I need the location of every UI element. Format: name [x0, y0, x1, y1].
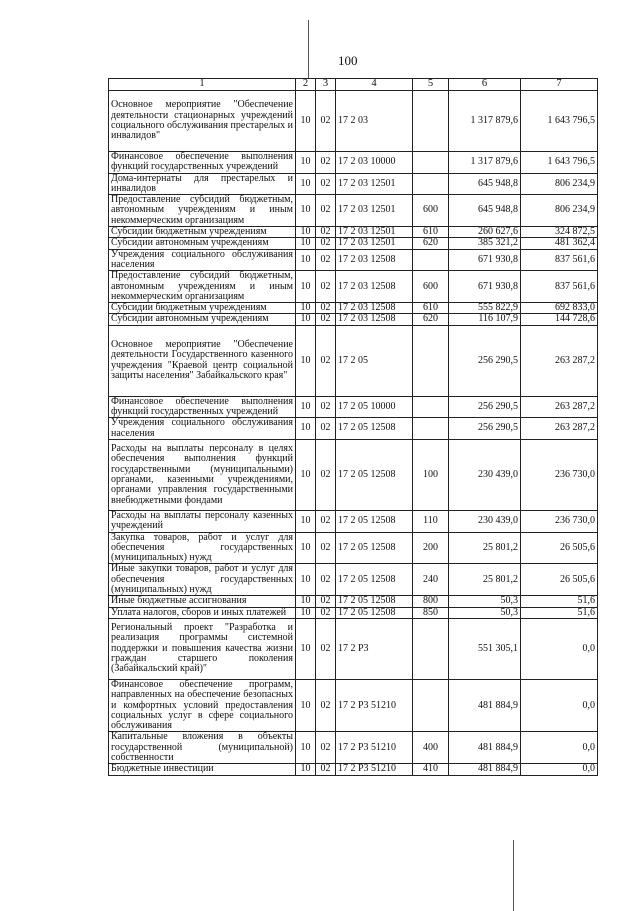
amount-year1-cell: 230 439,0 [449, 510, 521, 532]
target-article-cell: 17 2 03 12501 [336, 238, 413, 249]
table-row [109, 418, 598, 440]
section-cell: 10 [296, 238, 316, 249]
expense-type-cell: 600 [413, 195, 449, 227]
target-article-cell: 17 2 03 [336, 91, 413, 152]
subsection-cell: 02 [316, 173, 336, 195]
target-article-cell: 17 2 05 10000 [336, 396, 413, 418]
row-name-cell: Субсидии автономным учреждениям [109, 314, 296, 325]
target-article-cell: 17 2 P3 51210 [336, 732, 413, 764]
target-article-cell: 17 2 03 12501 [336, 173, 413, 195]
row-name-cell: Финансовое обеспечение выполнения функций государственных учреждений [109, 152, 296, 174]
section-cell: 10 [296, 732, 316, 764]
section-cell: 10 [296, 418, 316, 440]
amount-year1-cell: 260 627,6 [449, 227, 521, 238]
amount-year2-cell: 263 287,2 [521, 418, 598, 440]
expense-type-cell [413, 325, 449, 396]
amount-year2-cell: 236 730,0 [521, 510, 598, 532]
target-article-cell: 17 2 05 12508 [336, 607, 413, 618]
amount-year1-cell: 481 884,9 [449, 732, 521, 764]
subsection-cell: 02 [316, 596, 336, 607]
section-cell: 10 [296, 439, 316, 510]
expense-type-cell: 600 [413, 271, 449, 303]
section-cell: 10 [296, 679, 316, 731]
table-row [109, 195, 598, 227]
amount-year2-cell: 26 505,6 [521, 564, 598, 596]
amount-year2-cell: 236 730,0 [521, 439, 598, 510]
row-name-cell: Учреждения социального обслуживания населения [109, 418, 296, 440]
amount-year1-cell: 385 321,2 [449, 238, 521, 249]
amount-year1-cell: 551 305,1 [449, 618, 521, 679]
target-article-cell: 17 2 P3 51210 [336, 764, 413, 775]
subsection-cell: 02 [316, 325, 336, 396]
target-article-cell: 17 2 03 12508 [336, 271, 413, 303]
target-article-cell: 17 2 05 12508 [336, 596, 413, 607]
amount-year2-cell: 263 287,2 [521, 396, 598, 418]
subsection-cell: 02 [316, 732, 336, 764]
amount-year1-cell: 256 290,5 [449, 325, 521, 396]
expense-type-cell: 200 [413, 532, 449, 564]
amount-year2-cell: 263 287,2 [521, 325, 598, 396]
table-row [109, 564, 598, 596]
section-cell: 10 [296, 532, 316, 564]
amount-year2-cell: 1 643 796,5 [521, 152, 598, 174]
subsection-cell: 02 [316, 227, 336, 238]
amount-year1-cell: 481 884,9 [449, 764, 521, 775]
table-row [109, 596, 598, 607]
section-cell: 10 [296, 195, 316, 227]
row-name-cell: Финансовое обеспечение программ, направленных на обеспечение безопасных и комфортных условий предоставления социальных услуг в сфере социального обслуживания [109, 679, 296, 731]
amount-year1-cell: 25 801,2 [449, 532, 521, 564]
target-article-cell: 17 2 03 12508 [336, 303, 413, 314]
section-cell: 10 [296, 325, 316, 396]
amount-year2-cell: 51,6 [521, 596, 598, 607]
row-name-cell: Учреждения социального обслуживания населения [109, 249, 296, 271]
table-row [109, 439, 598, 510]
subsection-cell: 02 [316, 91, 336, 152]
amount-year2-cell: 806 234,9 [521, 195, 598, 227]
row-name-cell: Субсидии автономным учреждениям [109, 238, 296, 249]
expense-type-cell [413, 91, 449, 152]
scan-fold-line-left [308, 20, 309, 78]
table-row [109, 227, 598, 238]
col-header-3: 3 [316, 79, 336, 91]
target-article-cell: 17 2 03 10000 [336, 152, 413, 174]
row-name-cell: Дома-интернаты для престарелых и инвалидов [109, 173, 296, 195]
amount-year1-cell: 230 439,0 [449, 439, 521, 510]
target-article-cell: 17 2 05 12508 [336, 510, 413, 532]
table-row [109, 271, 598, 303]
section-cell: 10 [296, 618, 316, 679]
table-row [109, 325, 598, 396]
table-row [109, 732, 598, 764]
section-cell: 10 [296, 152, 316, 174]
table-row [109, 532, 598, 564]
target-article-cell: 17 2 P3 51210 [336, 679, 413, 731]
table-row [109, 510, 598, 532]
amount-year1-cell: 256 290,5 [449, 418, 521, 440]
col-header-4: 4 [336, 79, 413, 91]
expense-type-cell: 400 [413, 732, 449, 764]
amount-year1-cell: 555 822,9 [449, 303, 521, 314]
expense-type-cell: 110 [413, 510, 449, 532]
target-article-cell: 17 2 05 12508 [336, 418, 413, 440]
row-name-cell: Региональный проект "Разработка и реализация программы системной поддержки и повышения качества жизни граждан старшего поколения (Забайкальский край)" [109, 618, 296, 679]
amount-year1-cell: 50,3 [449, 596, 521, 607]
expense-type-cell: 620 [413, 314, 449, 325]
amount-year2-cell: 0,0 [521, 732, 598, 764]
expense-type-cell [413, 249, 449, 271]
col-header-1: 1 [109, 79, 296, 91]
subsection-cell: 02 [316, 679, 336, 731]
expense-type-cell [413, 418, 449, 440]
subsection-cell: 02 [316, 532, 336, 564]
section-cell: 10 [296, 303, 316, 314]
row-name-cell: Расходы на выплаты персоналу казенных учреждений [109, 510, 296, 532]
amount-year1-cell: 671 930,8 [449, 249, 521, 271]
subsection-cell: 02 [316, 314, 336, 325]
amount-year1-cell: 25 801,2 [449, 564, 521, 596]
section-cell: 10 [296, 173, 316, 195]
amount-year1-cell: 256 290,5 [449, 396, 521, 418]
amount-year2-cell: 0,0 [521, 618, 598, 679]
row-name-cell: Уплата налогов, сборов и иных платежей [109, 607, 296, 618]
table-row [109, 618, 598, 679]
scan-fold-line-right [513, 840, 514, 911]
amount-year1-cell: 116 107,9 [449, 314, 521, 325]
amount-year2-cell: 324 872,5 [521, 227, 598, 238]
col-header-6: 6 [449, 79, 521, 91]
col-header-7: 7 [521, 79, 598, 91]
amount-year1-cell: 1 317 879,6 [449, 152, 521, 174]
target-article-cell: 17 2 03 12501 [336, 227, 413, 238]
expense-type-cell: 240 [413, 564, 449, 596]
row-name-cell: Иные закупки товаров, работ и услуг для обеспечения государственных (муниципальных) нужд [109, 564, 296, 596]
expense-type-cell [413, 152, 449, 174]
col-header-5: 5 [413, 79, 449, 91]
section-cell: 10 [296, 249, 316, 271]
subsection-cell: 02 [316, 303, 336, 314]
amount-year2-cell: 481 362,4 [521, 238, 598, 249]
table-row [109, 314, 598, 325]
target-article-cell: 17 2 03 12501 [336, 195, 413, 227]
amount-year2-cell: 0,0 [521, 764, 598, 775]
section-cell: 10 [296, 91, 316, 152]
amount-year2-cell: 837 561,6 [521, 249, 598, 271]
amount-year1-cell: 1 317 879,6 [449, 91, 521, 152]
row-name-cell: Бюджетные инвестиции [109, 764, 296, 775]
amount-year1-cell: 645 948,8 [449, 195, 521, 227]
section-cell: 10 [296, 271, 316, 303]
section-cell: 10 [296, 396, 316, 418]
expense-type-cell: 850 [413, 607, 449, 618]
row-name-cell: Основное мероприятие "Обеспечение деятельности стационарных учреждений социального обслуживания престарелых и инвалидов" [109, 91, 296, 152]
target-article-cell: 17 2 05 12508 [336, 564, 413, 596]
subsection-cell: 02 [316, 439, 336, 510]
amount-year2-cell: 692 833,0 [521, 303, 598, 314]
subsection-cell: 02 [316, 396, 336, 418]
section-cell: 10 [296, 564, 316, 596]
subsection-cell: 02 [316, 249, 336, 271]
row-name-cell: Предоставление субсидий бюджетным, автономным учреждениям и иным некоммерческим организациям [109, 271, 296, 303]
expense-type-cell [413, 173, 449, 195]
row-name-cell: Иные бюджетные ассигнования [109, 596, 296, 607]
expense-type-cell: 410 [413, 764, 449, 775]
col-header-2: 2 [296, 79, 316, 91]
section-cell: 10 [296, 314, 316, 325]
section-cell: 10 [296, 607, 316, 618]
subsection-cell: 02 [316, 152, 336, 174]
header-row [109, 79, 598, 91]
subsection-cell: 02 [316, 607, 336, 618]
target-article-cell: 17 2 05 12508 [336, 439, 413, 510]
budget-table [108, 78, 598, 776]
table-row [109, 764, 598, 775]
target-article-cell: 17 2 P3 [336, 618, 413, 679]
table-row [109, 238, 598, 249]
section-cell: 10 [296, 510, 316, 532]
amount-year1-cell: 671 930,8 [449, 271, 521, 303]
row-name-cell: Предоставление субсидий бюджетным, автономным учреждениям и иным некоммерческим организациям [109, 195, 296, 227]
row-name-cell: Расходы на выплаты персоналу в целях обеспечения выполнения функций государственными (муниципальными) органами, казенными учреждениями, органами управления государственными внебюджетными фондами [109, 439, 296, 510]
section-cell: 10 [296, 596, 316, 607]
expense-type-cell [413, 679, 449, 731]
expense-type-cell [413, 396, 449, 418]
table-row [109, 152, 598, 174]
expense-type-cell [413, 618, 449, 679]
row-name-cell: Финансовое обеспечение выполнения функций государственных учреждений [109, 396, 296, 418]
expense-type-cell: 610 [413, 227, 449, 238]
subsection-cell: 02 [316, 618, 336, 679]
table-row [109, 396, 598, 418]
amount-year2-cell: 144 728,6 [521, 314, 598, 325]
amount-year2-cell: 1 643 796,5 [521, 91, 598, 152]
target-article-cell: 17 2 05 [336, 325, 413, 396]
table-row [109, 679, 598, 731]
expense-type-cell: 620 [413, 238, 449, 249]
subsection-cell: 02 [316, 195, 336, 227]
amount-year1-cell: 481 884,9 [449, 679, 521, 731]
subsection-cell: 02 [316, 238, 336, 249]
amount-year2-cell: 837 561,6 [521, 271, 598, 303]
subsection-cell: 02 [316, 764, 336, 775]
target-article-cell: 17 2 03 12508 [336, 249, 413, 271]
amount-year1-cell: 50,3 [449, 607, 521, 618]
section-cell: 10 [296, 227, 316, 238]
amount-year1-cell: 645 948,8 [449, 173, 521, 195]
amount-year2-cell: 0,0 [521, 679, 598, 731]
table-row [109, 91, 598, 152]
section-cell: 10 [296, 764, 316, 775]
expense-type-cell: 610 [413, 303, 449, 314]
row-name-cell: Основное мероприятие "Обеспечение деятельности Государственного казенного учреждения "Краевой центр социальной защиты населения" Забайкальского края" [109, 325, 296, 396]
subsection-cell: 02 [316, 271, 336, 303]
target-article-cell: 17 2 05 12508 [336, 532, 413, 564]
table-row [109, 173, 598, 195]
row-name-cell: Субсидии бюджетным учреждениям [109, 227, 296, 238]
expense-type-cell: 800 [413, 596, 449, 607]
subsection-cell: 02 [316, 510, 336, 532]
expense-type-cell: 100 [413, 439, 449, 510]
subsection-cell: 02 [316, 564, 336, 596]
amount-year2-cell: 51,6 [521, 607, 598, 618]
subsection-cell: 02 [316, 418, 336, 440]
row-name-cell: Капитальные вложения в объекты государственной (муниципальной) собственности [109, 732, 296, 764]
amount-year2-cell: 26 505,6 [521, 532, 598, 564]
table-row [109, 607, 598, 618]
table-row [109, 249, 598, 271]
target-article-cell: 17 2 03 12508 [336, 314, 413, 325]
amount-year2-cell: 806 234,9 [521, 173, 598, 195]
row-name-cell: Субсидии бюджетным учреждениям [109, 303, 296, 314]
page-number: 100 [338, 53, 358, 68]
row-name-cell: Закупка товаров, работ и услуг для обеспечения государственных (муниципальных) нужд [109, 532, 296, 564]
table-row [109, 303, 598, 314]
